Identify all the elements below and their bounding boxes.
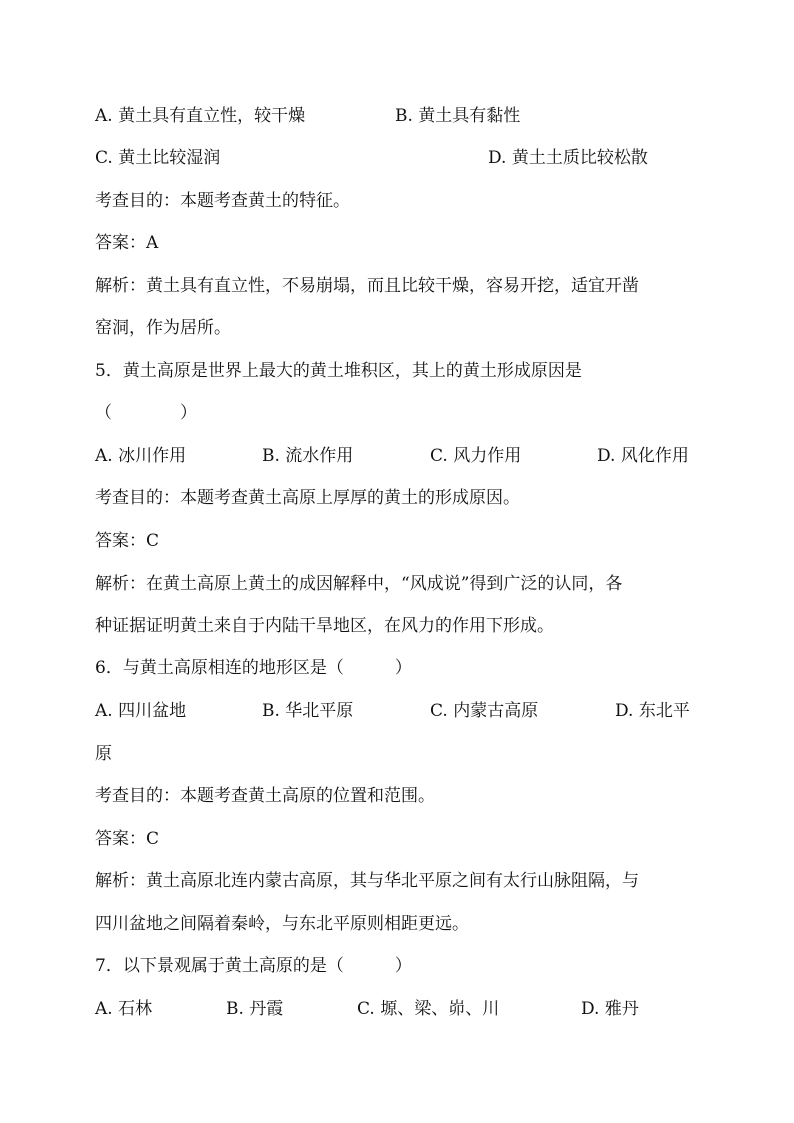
q5-option-b: B. 流水作用 — [262, 446, 354, 466]
q6-option-c: C. 内蒙古高原 — [430, 701, 539, 721]
q5-option-a: A. 冰川作用 — [95, 446, 187, 466]
q7-option-b: B. 丹霞 — [226, 999, 284, 1019]
q7-option-a: A. 石林 — [95, 999, 153, 1019]
q6-option-b: B. 华北平原 — [262, 701, 354, 721]
q4-option-d: D. 黄土土质比较松散 — [488, 148, 648, 168]
q4-option-b: B. 黄土具有黏性 — [395, 106, 521, 126]
q4-analysis-line-1: 解析：黄土具有直立性，不易崩塌，而且比较干燥，容易开挖，适宜开凿 — [95, 276, 639, 296]
q6-option-a: A. 四川盆地 — [95, 701, 187, 721]
q7-stem: 7．以下景观属于黄土高原的是（ ） — [95, 956, 412, 976]
q6-answer: 答案：C — [95, 829, 160, 849]
q5-analysis-line-2: 种证据证明黄土来自于内陆干旱地区，在风力的作用下形成。 — [95, 616, 554, 636]
q7-option-d: D. 雅丹 — [581, 999, 639, 1019]
q6-purpose: 考查目的：本题考查黄土高原的位置和范围。 — [95, 786, 435, 806]
q5-option-c: C. 风力作用 — [430, 446, 522, 466]
q6-option-d: D. 东北平 — [615, 701, 690, 721]
q4-analysis-line-2: 窑洞，作为居所。 — [95, 318, 231, 338]
q5-stem-line-1: 5．黄土高原是世界上最大的黄土堆积区，其上的黄土形成原因是 — [95, 361, 582, 381]
q5-answer: 答案：C — [95, 531, 160, 551]
q5-option-d: D. 风化作用 — [597, 446, 689, 466]
q4-answer: 答案：A — [95, 233, 159, 253]
q6-analysis-line-1: 解析：黄土高原北连内蒙古高原，其与华北平原之间有太行山脉阻隔，与 — [95, 871, 639, 891]
q7-option-c: C. 塬、梁、峁、川 — [357, 999, 500, 1019]
q5-analysis-line-1: 解析：在黄土高原上黄土的成因解释中，“风成说”得到广泛的认同，各 — [95, 574, 623, 594]
q4-option-a: A. 黄土具有直立性，较干燥 — [95, 106, 306, 126]
q6-stem: 6．与黄土高原相连的地形区是（ ） — [95, 658, 412, 678]
q5-purpose: 考查目的：本题考查黄土高原上厚厚的黄土的形成原因。 — [95, 488, 520, 508]
q4-purpose: 考查目的：本题考查黄土的特征。 — [95, 191, 350, 211]
q4-option-c: C. 黄土比较湿润 — [95, 148, 221, 168]
q6-analysis-line-2: 四川盆地之间隔着秦岭，与东北平原则相距更远。 — [95, 914, 469, 934]
q5-stem-line-2: （ ） — [95, 403, 197, 423]
q6-option-d-wrap: 原 — [95, 744, 112, 764]
